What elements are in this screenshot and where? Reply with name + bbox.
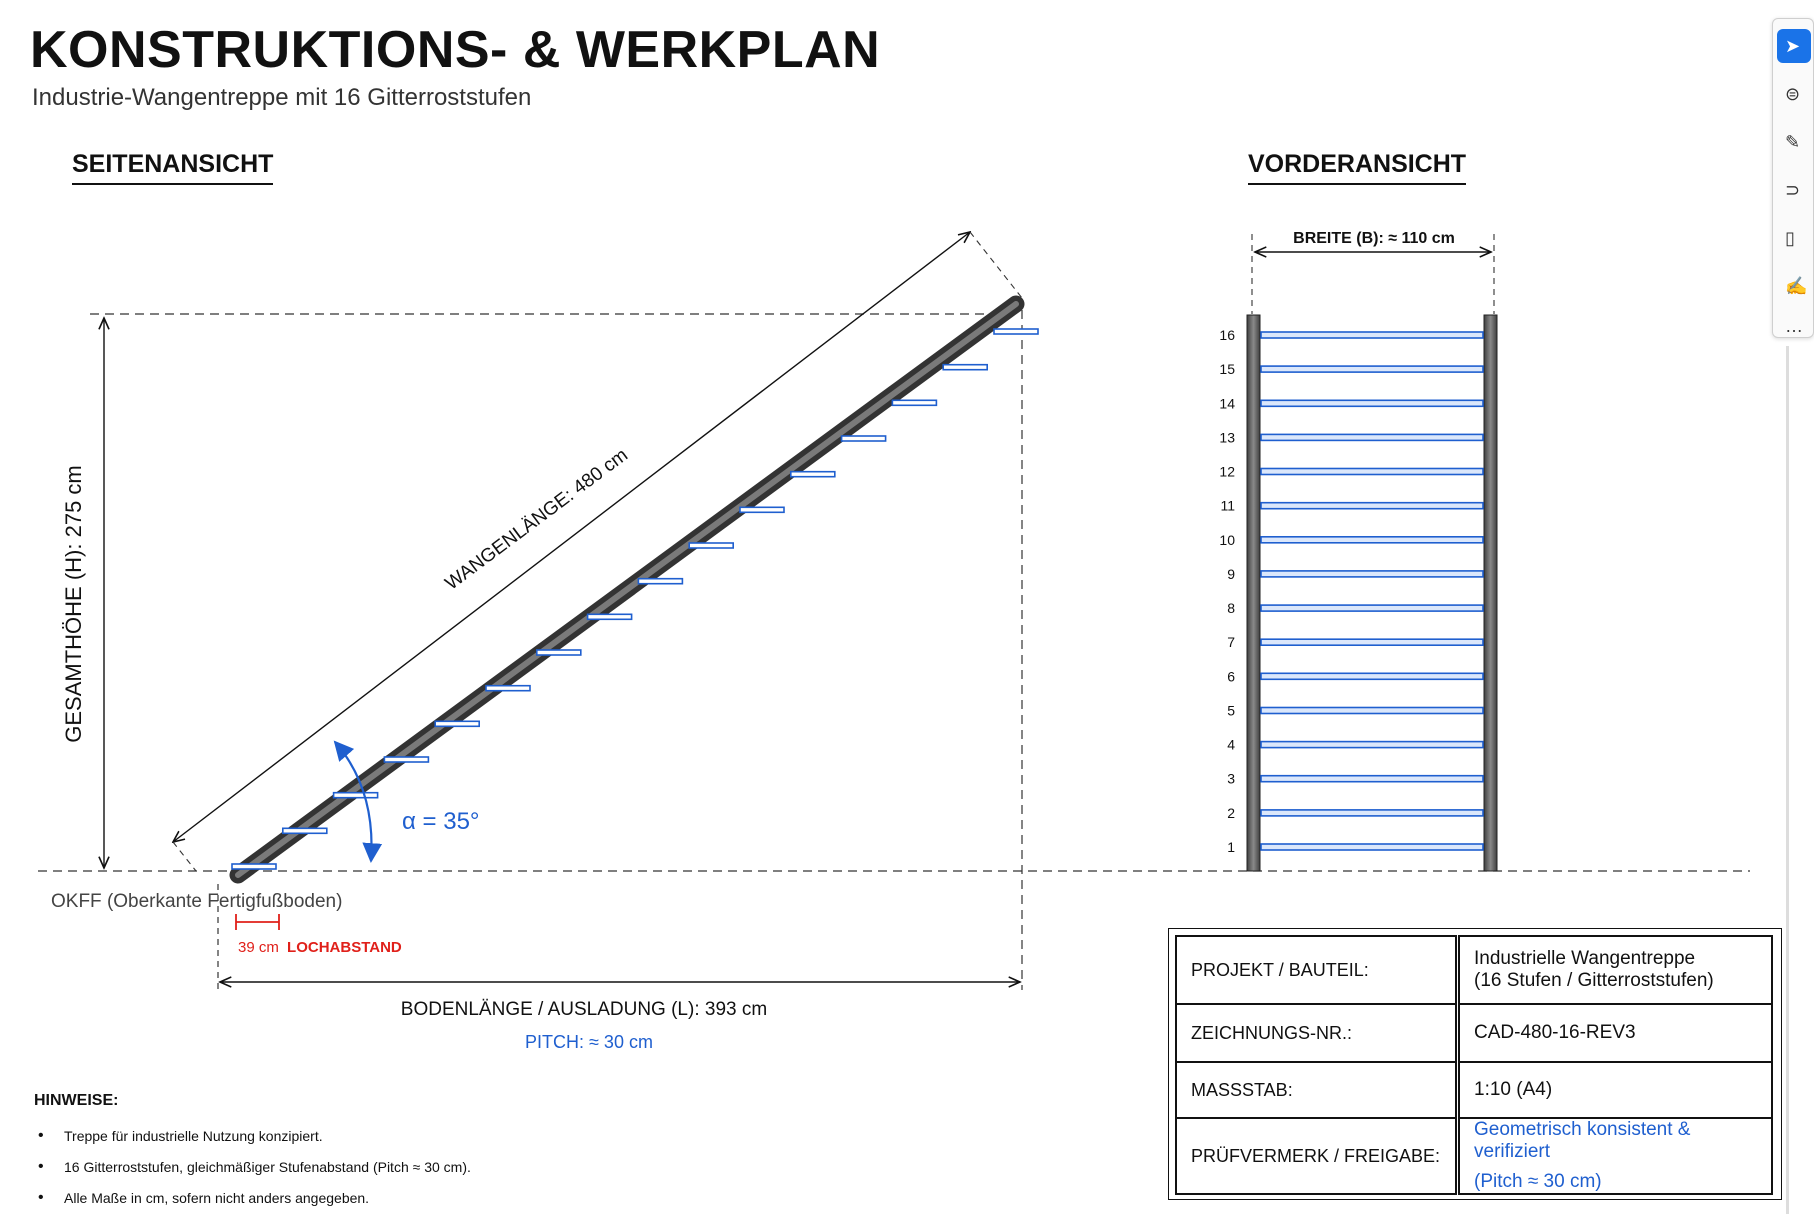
side-step-tread: [842, 436, 886, 441]
step-number-label: 7: [1227, 634, 1235, 651]
width-label: BREITE (B): ≈ 110 cm: [1293, 230, 1455, 247]
side-step-tread: [283, 828, 327, 833]
scrollbar-track[interactable]: [1786, 346, 1789, 1214]
height-label: GESAMTHÖHE (H): 275 cm: [61, 465, 86, 743]
stringer-length-label: WANGENLÄNGE: 480 cm: [441, 444, 632, 595]
step-number-label: 13: [1219, 429, 1235, 446]
hole-spacing-value: 39 cm: [238, 939, 279, 956]
side-step-tread: [588, 614, 632, 619]
title-block-table: [1175, 935, 1773, 1195]
step-number-label: 8: [1227, 600, 1235, 617]
front-step-rung: [1261, 708, 1483, 714]
front-step-rung: [1261, 605, 1483, 611]
pitch-label: PITCH: ≈ 30 cm: [525, 1032, 653, 1052]
front-step-rung: [1261, 469, 1483, 475]
step-number-label: 12: [1219, 463, 1235, 480]
ground-length-label: BODENLÄNGE / AUSLADUNG (L): 393 cm: [400, 999, 768, 1020]
front-step-rung: [1261, 810, 1483, 816]
project-value-line2: (16 Stufen / Gitterroststufen): [1474, 970, 1714, 991]
step-number-label: 15: [1219, 361, 1235, 378]
note-item: • Treppe für industrielle Nutzung konzipiert.: [38, 1128, 734, 1144]
side-step-tread: [943, 365, 987, 370]
side-step-tread: [384, 757, 428, 762]
approval-value-line2: (Pitch ≈ 30 cm): [1474, 1171, 1602, 1192]
page-title: KONSTRUKTIONS- & WERKPLAN: [30, 21, 881, 79]
front-step-rung: [1261, 673, 1483, 679]
angle-label: α = 35°: [402, 808, 480, 835]
signature-icon[interactable]: ✍: [1785, 275, 1808, 296]
front-step-rung: [1261, 503, 1483, 509]
project-value: [1458, 936, 1773, 1004]
step-number-label: 3: [1227, 770, 1235, 787]
annotation-toolbar: [1772, 18, 1814, 338]
drawing-number-value: CAD-480-16-REV3: [1458, 1004, 1773, 1062]
step-number-label: 2: [1227, 804, 1235, 821]
side-step-tread: [638, 579, 682, 584]
front-step-rung: [1261, 844, 1483, 850]
side-step-tread: [791, 472, 835, 477]
scale-value: 1:10 (A4): [1458, 1062, 1773, 1118]
approval-key: PRÜFVERMERK / FREIGABE:: [1176, 1118, 1458, 1194]
lasso-icon[interactable]: ⊃: [1785, 179, 1801, 200]
side-step-tread: [334, 793, 378, 798]
text-box-icon[interactable]: ▯: [1785, 227, 1795, 248]
side-step-tread: [892, 400, 936, 405]
side-step-tread: [486, 686, 530, 691]
step-number-label: 1: [1227, 839, 1235, 855]
step-number-label: 5: [1227, 702, 1235, 719]
front-step-rung: [1261, 742, 1483, 748]
comment-icon[interactable]: ⊜: [1785, 83, 1801, 104]
side-view-title: SEITENANSICHT: [72, 150, 273, 185]
scale-key: MASSSTAB:: [1176, 1062, 1458, 1118]
side-step-tread: [689, 543, 733, 548]
front-step-rung: [1261, 400, 1483, 406]
front-step-rung: [1261, 332, 1483, 338]
step-number-label: 10: [1219, 531, 1235, 548]
step-number-label: 14: [1219, 395, 1235, 412]
front-step-rung: [1261, 571, 1483, 577]
hole-spacing-text: LOCHABSTAND: [287, 939, 402, 956]
cursor-icon[interactable]: ➤: [1777, 29, 1811, 63]
note-item: • Alle Maße in cm, sofern nicht anders angegeben.: [38, 1190, 734, 1206]
side-step-tread: [740, 507, 784, 512]
stringer-dimension-line: [173, 232, 970, 842]
step-number-label: 4: [1227, 736, 1235, 753]
front-step-rung: [1261, 366, 1483, 372]
front-view-title: VORDERANSICHT: [1248, 150, 1466, 185]
front-step-rung: [1261, 639, 1483, 645]
note-item: • 16 Gitterroststufen, gleichmäßiger Stufenabstand (Pitch ≈ 30 cm).: [38, 1159, 734, 1175]
front-step-rung: [1261, 776, 1483, 782]
notes-heading: HINWEISE:: [34, 1092, 119, 1109]
title-block: [1168, 928, 1782, 1200]
front-step-rung: [1261, 434, 1483, 440]
notes-list: [34, 1128, 734, 1206]
front-step-rung: [1261, 537, 1483, 543]
approval-value-line1: Geometrisch konsistent & verifiziert: [1474, 1119, 1691, 1162]
project-key: PROJEKT / BAUTEIL:: [1176, 936, 1458, 1004]
step-number-label: 6: [1227, 668, 1235, 685]
drawing-number-key: ZEICHNUNGS-NR.:: [1176, 1004, 1458, 1062]
side-step-tread: [537, 650, 581, 655]
step-number-label: 16: [1219, 327, 1235, 343]
project-value-line1: Industrielle Wangentreppe: [1474, 948, 1696, 969]
side-step-tread: [435, 721, 479, 726]
page-subtitle: Industrie-Wangentreppe mit 16 Gitterroststufen: [32, 84, 532, 111]
more-icon[interactable]: …: [1785, 315, 1803, 336]
notes-section: [34, 1092, 734, 1221]
pen-icon[interactable]: ✎: [1785, 131, 1801, 152]
side-step-tread: [232, 864, 276, 869]
side-step-tread: [994, 329, 1038, 334]
hole-spacing-label: [238, 939, 402, 956]
step-number-label: 9: [1227, 565, 1235, 582]
right-stringer-front: [1484, 315, 1497, 871]
approval-value: [1458, 1118, 1773, 1194]
floor-label: OKFF (Oberkante Fertigfußboden): [51, 891, 343, 912]
step-number-label: 11: [1220, 497, 1235, 514]
left-stringer-front: [1247, 315, 1260, 871]
